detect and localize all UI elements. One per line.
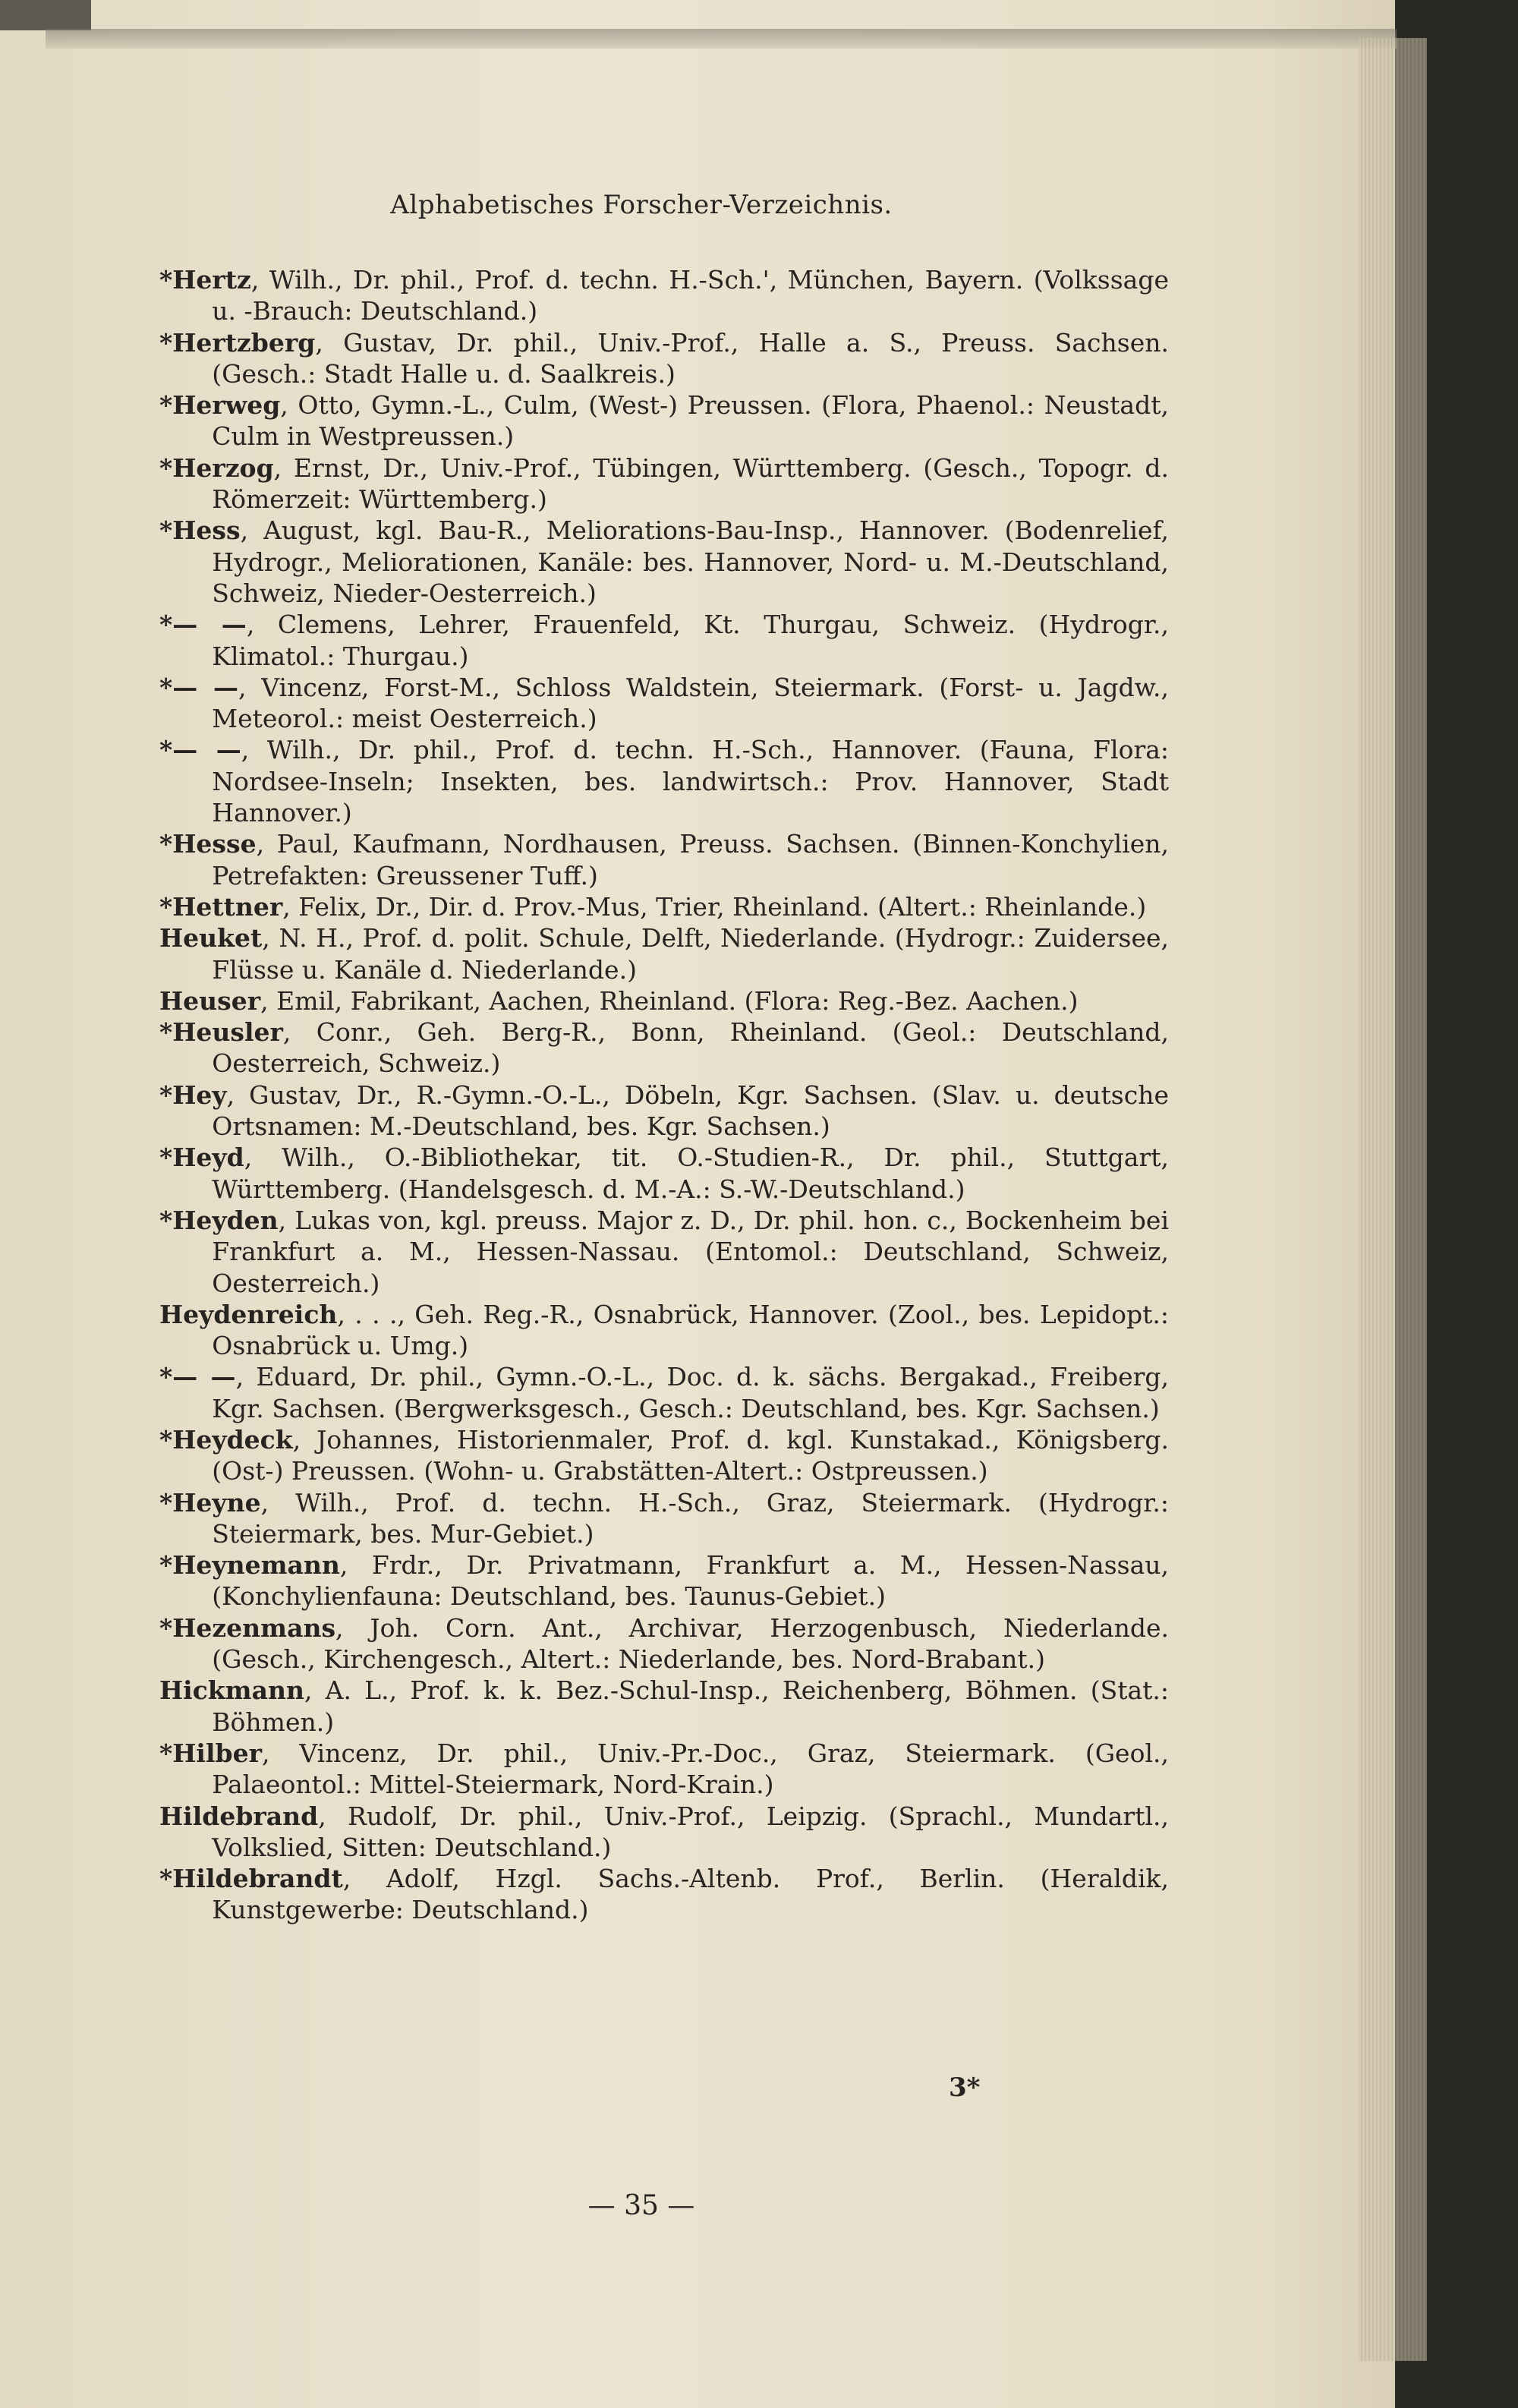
entry-name: *— —	[159, 735, 241, 765]
entry-text: , Adolf, Hzgl. Sachs.-Altenb. Prof., Berlin. (Heraldik, Kunstgewerbe: Deutschland.)	[212, 1864, 1169, 1925]
entry-text: , Gustav, Dr., R.-Gymn.-O.-L., Döbeln, Kgr. Sachsen. (Slav. u. deutsche Ortsnamen: M.-Deutschland, bes. Kgr. Sachsen.)	[212, 1080, 1169, 1142]
list-item	[159, 1612, 1169, 1675]
list-item	[159, 1142, 1169, 1205]
list-item	[159, 389, 1169, 452]
entry-name: *Heyd	[159, 1143, 244, 1173]
signature-mark: 3*	[949, 2072, 981, 2103]
list-item	[159, 891, 1169, 922]
entry-name: *Hilber	[159, 1738, 262, 1768]
list-item	[159, 1801, 1169, 1864]
list-item	[159, 1361, 1169, 1424]
entry-name: Hickmann	[159, 1675, 304, 1706]
list-item	[159, 1863, 1169, 1926]
list-item	[159, 922, 1169, 985]
list-item	[159, 515, 1169, 609]
entry-text: , Frdr., Dr. Privatmann, Frankfurt a. M., Hessen-Nassau, (Konchylienfauna: Deutschland, bes. Taunus-Gebiet.)	[212, 1550, 1169, 1612]
entry-name: Heuket	[159, 923, 263, 953]
entry-text: , Paul, Kaufmann, Nordhausen, Preuss. Sachsen. (Binnen-Konchylien, Petrefakten: Greussener Tuff.)	[212, 829, 1169, 890]
list-item	[159, 1080, 1169, 1143]
entry-text: , Wilh., Prof. d. techn. H.-Sch., Graz, Steiermark. (Hydrogr.: Steiermark, bes. Mur-Gebiet.)	[212, 1487, 1169, 1549]
entry-text: , Clemens, Lehrer, Frauenfeld, Kt. Thurgau, Schweiz. (Hydrogr., Klimatol.: Thurgau.)	[212, 610, 1169, 671]
entry-name: *Hezenmans	[159, 1612, 336, 1643]
list-item	[159, 609, 1169, 672]
entry-text: , Eduard, Dr. phil., Gymn.-O.-L., Doc. d. k. sächs. Bergakad., Freiberg, Kgr. Sachsen. (Bergwerksgesch., Gesch.: Deutschland, bes. Kgr. Sachsen.)	[212, 1362, 1170, 1423]
list-item	[159, 1205, 1169, 1299]
entry-text: , Joh. Corn. Ant., Archivar, Herzogenbusch, Niederlande. (Gesch., Kirchengesch., Altert.: Niederlande, bes. Nord-Brabant.)	[212, 1612, 1169, 1675]
entry-text: , Conr., Geh. Berg-R., Bonn, Rheinland. (Geol.: Deutschland, Oesterreich, Schweiz.)	[212, 1017, 1169, 1079]
entry-text: , Wilh., O.-Bibliothekar, tit. O.-Studien-R., Dr. phil., Stuttgart, Württemberg. (Handelsgesch. d. M.-A.: S.-W.-Deutschland.)	[212, 1143, 1169, 1204]
list-item	[159, 672, 1169, 735]
entry-name: *Herzog	[159, 452, 274, 483]
entry-text: , Otto, Gymn.-L., Culm, (West-) Preussen. (Flora, Phaenol.: Neustadt, Culm in Westpreussen.)	[212, 390, 1169, 452]
entry-text: , Wilh., Dr. phil., Prof. d. techn. H.-Sch., Hannover. (Fauna, Flora: Nordsee-Inseln; Insekten, bes. landwirtsch.: Prov. Hannover, Stadt Hannover.)	[212, 735, 1170, 828]
entry-name: Heydenreich	[159, 1299, 338, 1329]
entry-name: Hildebrand	[159, 1801, 319, 1831]
page-fore-edge	[1359, 38, 1427, 2361]
entry-name: *Heusler	[159, 1017, 283, 1048]
entry-text: , Emil, Fabrikant, Aachen, Rheinland. (Flora: Reg.-Bez. Aachen.)	[260, 985, 1079, 1016]
entry-text: , Vincenz, Forst-M., Schloss Waldstein, Steiermark. (Forst- u. Jagdw., Meteorol.: meist Oesterreich.)	[212, 672, 1169, 734]
entry-name: *— —	[159, 672, 238, 702]
entry-name: *Heynemann	[159, 1550, 340, 1581]
list-item	[159, 1016, 1169, 1080]
list-item	[159, 1549, 1169, 1612]
list-item	[159, 985, 1169, 1016]
list-item	[159, 264, 1169, 327]
list-item	[159, 1424, 1169, 1487]
entry-text: , Rudolf, Dr. phil., Univ.-Prof., Leipzig. (Sprachl., Mundartl., Volkslied, Sitten: Deutschland.)	[212, 1801, 1169, 1862]
scan-corner	[0, 0, 91, 30]
entry-text: , Wilh., Dr. phil., Prof. d. techn. H.-Sch.', München, Bayern. (Volkssage u. -Brauch: Deutschland.)	[212, 265, 1169, 326]
entry-text: , Felix, Dr., Dir. d. Prov.-Mus, Trier, Rheinland. (Altert.: Rheinlande.)	[282, 891, 1147, 922]
entry-name: *— —	[159, 1362, 236, 1392]
entry-name: Heuser	[159, 985, 261, 1016]
entry-name: *Hettner	[159, 891, 283, 922]
entry-text: , Vincenz, Dr. phil., Univ.-Pr.-Doc., Graz, Steiermark. (Geol., Palaeontol.: Mittel-Steiermark, Nord-Krain.)	[212, 1738, 1169, 1800]
entry-text: , Gustav, Dr. phil., Univ.-Prof., Halle a. S., Preuss. Sachsen. (Gesch.: Stadt Halle u. d. Saalkreis.)	[212, 327, 1169, 389]
entry-text: , Ernst, Dr., Univ.-Prof., Tübingen, Württemberg. (Gesch., Topogr. d. Römerzeit: Württemberg.)	[212, 452, 1169, 515]
list-item	[159, 1299, 1169, 1362]
page-number: — 35 —	[587, 2190, 695, 2221]
entry-text: , N. H., Prof. d. polit. Schule, Delft, Niederlande. (Hydrogr.: Zuidersee, Flüsse u. Kanäle d. Niederlande.)	[212, 923, 1169, 985]
list-item	[159, 1675, 1169, 1738]
entry-name: *Hesse	[159, 829, 257, 859]
list-item	[159, 1738, 1169, 1801]
entry-name: *Hertz	[159, 265, 251, 295]
list-item	[159, 452, 1169, 515]
entry-name: *Hertzberg	[159, 327, 316, 358]
entry-text: , August, kgl. Bau-R., Meliorations-Bau-Insp., Hannover. (Bodenrelief, Hydrogr., Meliorationen, Kanäle: bes. Hannover, Nord- u. M.-Deutschland, Schweiz, Nieder-Oesterreich.)	[212, 515, 1169, 608]
entry-name: *Hildebrandt	[159, 1864, 343, 1894]
list-item	[159, 327, 1169, 390]
entry-text: , A. L., Prof. k. k. Bez.-Schul-Insp., Reichenberg, Böhmen. (Stat.: Böhmen.)	[212, 1675, 1169, 1737]
entry-name: *Heyne	[159, 1487, 261, 1518]
entry-name: *Hess	[159, 515, 241, 546]
entry-text: , Johannes, Historienmaler, Prof. d. kgl. Kunstakad., Königsberg. (Ost-) Preussen. (Wohn- u. Grabstätten-Altert.: Ostpreussen.)	[212, 1424, 1169, 1486]
page-top-edge	[46, 29, 1397, 49]
list-item	[159, 1487, 1169, 1550]
entry-list	[159, 264, 1169, 1926]
entry-name: *Herweg	[159, 390, 281, 421]
entry-text: , . . ., Geh. Reg.-R., Osnabrück, Hannover. (Zool., bes. Lepidopt.: Osnabrück u. Umg.)	[212, 1299, 1169, 1361]
entry-name: *— —	[159, 610, 247, 640]
list-item	[159, 734, 1169, 828]
list-item	[159, 828, 1169, 891]
entry-name: *Hey	[159, 1080, 227, 1110]
entry-text: , Lukas von, kgl. preuss. Major z. D., Dr. phil. hon. c., Bockenheim bei Frankfurt a. M., Hessen-Nassau. (Entomol.: Deutschland, Schweiz, Oesterreich.)	[212, 1205, 1169, 1298]
entry-name: *Heydeck	[159, 1424, 293, 1455]
running-header: Alphabetisches Forscher-Verzeichnis.	[390, 190, 893, 220]
entry-name: *Heyden	[159, 1205, 279, 1235]
